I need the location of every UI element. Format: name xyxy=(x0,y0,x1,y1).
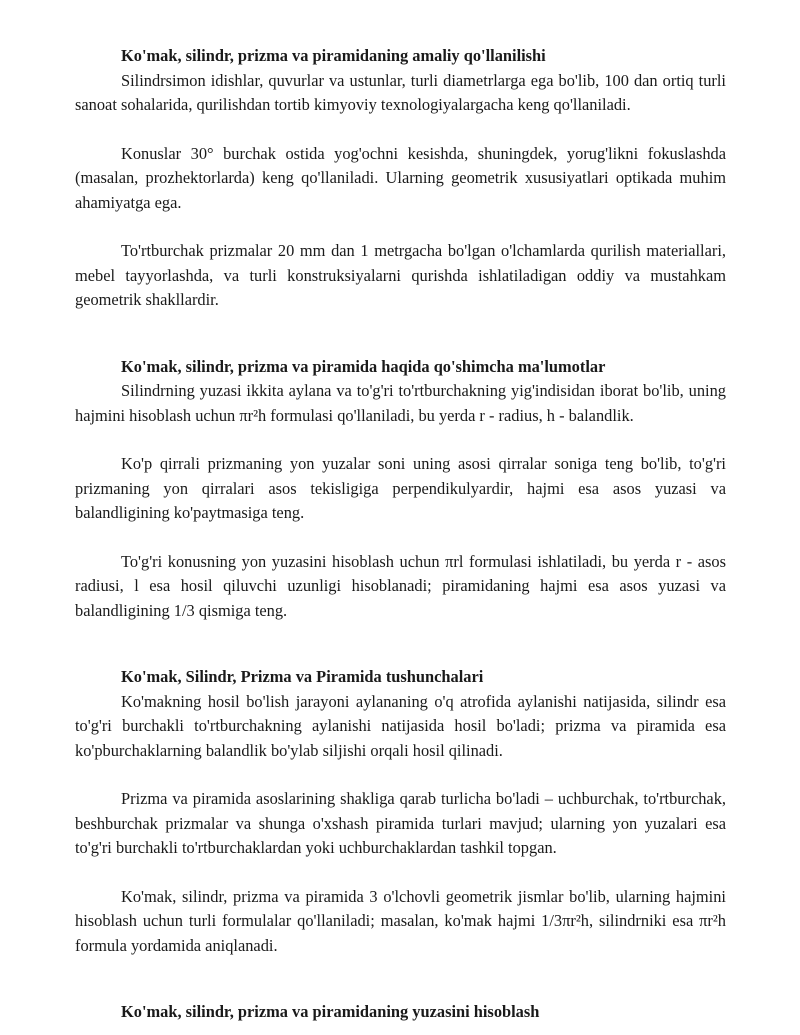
section-heading: Ko'mak, silindr, prizma va piramida haqida qo'shimcha ma'lumotlar xyxy=(121,356,606,376)
section-heading: Ko'mak, silindr, prizma va piramidaning amaliy qo'llanilishi xyxy=(121,46,546,65)
paragraph: Silindrsimon idishlar, quvurlar va ustunlar, turli diametrlarga ega bo'lib, 100 dan ortiq turli sanoat sohalarida, qurilishdan tortib kimyoviy texnologiyalargacha keng qo'llaniladi. xyxy=(75,70,726,114)
paragraph: Ko'p qirrali prizmaning yon yuzalar soni uning asosi qirralar soniga teng bo'lib, to'g'ri prizmaning yon qirralari asos tekisligiga perpendikulyardir, hajmi esa asos yuzasi va balandligining ko'paytmasiga teng. xyxy=(75,454,726,522)
paragraph: To'rtburchak prizmalar 20 mm dan 1 metrgacha bo'lgan o'lchamlarda qurilish materiallari, mebel tayyorlashda, va turli konstruksiyalarni qurishda ishlatiladigan oddiy va mustahkam geometrik shakllardir. xyxy=(75,241,726,309)
paragraph: Konuslar 30° burchak ostida yog'ochni kesishda, shuningdek, yorug'likni fokuslashda (masalan, prozhektorlarda) keng qo'llaniladi. Ularning geometrik xususiyatlari optikada muhim ahamiyatga ega. xyxy=(75,143,726,212)
section-heading: Ko'mak, silindr, prizma va piramidaning yuzasini hisoblash xyxy=(121,1002,540,1021)
paragraph: Ko'makning hosil bo'lish jarayoni aylananing o'q atrofida aylanishi natijasida, silindr esa to'g'ri burchakli to'rtburchakning aylanishi natijasida hosil bo'ladi; prizma va piramida esa ko'pburchaklarning balandlik bo'ylab siljishi orqali hosil qilinadi. xyxy=(75,691,726,760)
paragraph: Ko'mak, silindr, prizma va piramida 3 o'lchovli geometrik jismlar bo'lib, ularning hajmini hisoblash uchun turli formulalar qo'llaniladi; masalan, ko'mak hajmi 1/3πr²h, silindrniki esa πr²h formula yordamida aniqlanadi. xyxy=(75,886,726,955)
paragraph: Prizma va piramida asoslarining shakliga qarab turlicha bo'ladi – uchburchak, to'rtburchak, beshburchak prizmalar va shunga o'xshash piramida turlari mavjud; ularning yon yuzalari esa to'g'ri burchakli to'rtburchaklardan yoki uchburchaklardan tashkil topgan. xyxy=(75,789,726,857)
paragraph: Silindrning yuzasi ikkita aylana va to'g'ri to'rtburchakning yig'indisidan iborat bo'lib, uning hajmini hisoblash uchun πr²h formulasi qo'llaniladi, bu yerda r - radius, h - balandlik. xyxy=(75,381,726,425)
paragraph: To'g'ri konusning yon yuzasini hisoblash uchun πrl formulasi ishlatiladi, bu yerda r - asos radiusi, l esa hosil qiluvchi uzunligi hisoblanadi; piramidaning hajmi esa asos yuzasi va balandligining 1/3 qismiga teng. xyxy=(75,551,726,620)
section-heading: Ko'mak, Silindr, Prizma va Piramida tushunchalari xyxy=(121,667,484,686)
